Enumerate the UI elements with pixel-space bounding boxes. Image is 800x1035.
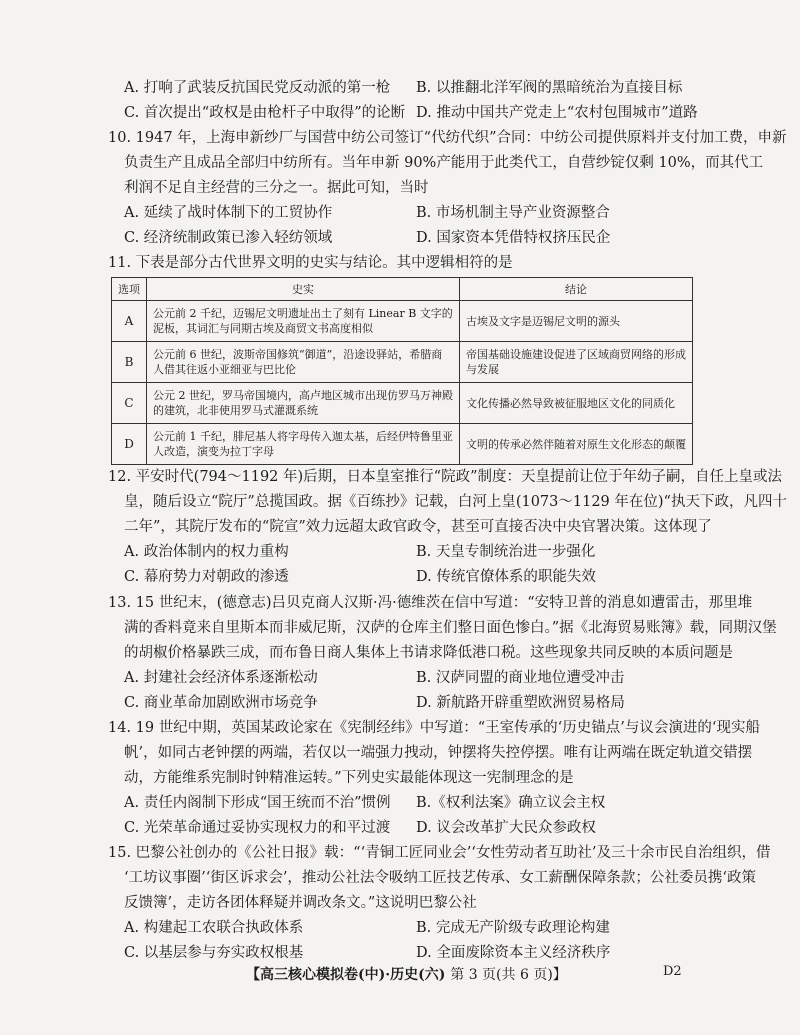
- q12-option-a: A. 政治体制内的权力重构: [124, 544, 289, 560]
- q10-option-b: B. 市场机制主导产业资源整合: [416, 205, 610, 221]
- q15-option-d: D. 全面废除资本主义经济秩序: [416, 945, 611, 961]
- table-row: [112, 342, 693, 383]
- q11-table: [111, 277, 693, 465]
- q10-stem-line-2: 负责生产且成品全部归中纺所有。当年申新 90%产能用于此类代工，自营纱锭仅剩 10%，而其代工: [124, 155, 764, 171]
- footer-page-number: 第 3 页(共 6 页)】: [450, 967, 567, 983]
- row-conclusion: 文化传播必然导致被征服地区文化的同质化: [460, 383, 693, 424]
- table-header-conclusion: 结论: [460, 278, 693, 301]
- q14-stem-line-3: 动，方能维系宪制时钟精准运转。”下列史实最能体现这一宪制理念的是: [124, 770, 574, 786]
- row-fact: 公元前 6 世纪，波斯帝国修筑“御道”，沿途设驿站，希腊商人借其往返小亚细亚与巴比伦: [147, 342, 460, 383]
- q13-option-c: C. 商业革命加剧欧洲市场竞争: [124, 695, 318, 711]
- q12-stem-line-3: 二年”，其院厅发布的“院宣”效力远超太政官政令，甚至可直接否决中央官署决策。这体现了: [124, 519, 712, 535]
- q13-option-d: D. 新航路开辟重塑欧洲贸易格局: [416, 695, 625, 711]
- q9-option-b: B. 以推翻北洋军阀的黑暗统治为直接目标: [416, 80, 683, 96]
- q15-option-a: A. 构建起工农联合执政体系: [124, 920, 304, 936]
- q14-option-b: B.《权利法案》确立议会主权: [416, 795, 606, 811]
- q13-stem-line-2: 满的香料竟来自里斯本而非威尼斯，汉萨的仓库主们整日面色惨白。”据《北海贸易账簿》载，同期汉堡: [124, 620, 777, 636]
- q12-option-c: C. 幕府势力对朝政的渗透: [124, 569, 289, 585]
- table-header-option: 选项: [112, 278, 147, 301]
- q10-option-a: A. 延续了战时体制下的工贸协作: [124, 205, 333, 221]
- q15-stem-line-3: 反馈簿’，走访各团体释疑并调改条文。”这说明巴黎公社: [124, 895, 477, 911]
- q14-option-c: C. 光荣革命通过妥协实现权力的和平过渡: [124, 820, 391, 836]
- q12-stem-line-2: 皇，随后设立“院厅”总揽国政。据《百练抄》记载，白河上皇(1073～1129 年在位)“执天下政，凡四十: [124, 494, 787, 510]
- q15-stem-line-2: ‘工坊议事圈’‘街区诉求会’，推动公社法令吸纳工匠技艺传承、女工薪酬保障条款；公社委员携‘政策: [124, 870, 757, 886]
- table-row: [112, 424, 693, 465]
- row-option: B: [112, 342, 147, 383]
- row-fact: 公元前 1 千纪，腓尼基人将字母传入迦太基，后经伊特鲁里亚人改造，演变为拉丁字母: [147, 424, 460, 465]
- table-row: [112, 383, 693, 424]
- table-header-fact: 史实: [147, 278, 460, 301]
- q9-option-c: C. 首次提出“政权是由枪杆子中取得”的论断: [124, 105, 406, 121]
- q15-stem-line-1: 15. 巴黎公社创办的《公社日报》载：“‘青铜工匠同业会’‘女性劳动者互助社’及三十余市民自治组织，借: [108, 845, 771, 861]
- q10-stem-line-1: 10. 1947 年，上海申新纱厂与国营中纺公司签订“代纺代织”合同：中纺公司提供原料并支付加工费，申新: [108, 130, 787, 146]
- q12-option-d: D. 传统官僚体系的职能失效: [416, 569, 596, 585]
- q13-option-a: A. 封建社会经济体系逐渐松动: [124, 670, 318, 686]
- q15-option-c: C. 以基层参与夯实政权根基: [124, 945, 304, 961]
- q12-option-b: B. 天皇专制统治进一步强化: [416, 544, 596, 560]
- q11-stem: 11. 下表是部分古代世界文明的史实与结论。其中逻辑相符的是: [108, 255, 513, 271]
- q14-option-a: A. 责任内阁制下形成“国王统而不治”惯例: [124, 795, 391, 811]
- table-row: [112, 301, 693, 342]
- row-option: C: [112, 383, 147, 424]
- paper-code: D2: [663, 964, 682, 979]
- row-fact: 公元前 2 千纪，迈锡尼文明遗址出土了刻有 Linear B 文字的泥板，其词汇与同期古埃及商贸文书高度相似: [147, 301, 460, 342]
- q14-option-d: D. 议会改革扩大民众参政权: [416, 820, 596, 836]
- q10-option-c: C. 经济统制政策已渗入轻纺领域: [124, 230, 333, 246]
- q14-stem-line-1: 14. 19 世纪中期，英国某政论家在《宪制经纬》中写道：“王室传承的‘历史锚点’与议会演进的‘现实船: [108, 720, 760, 736]
- q12-stem-line-1: 12. 平安时代(794～1192 年)后期，日本皇室推行“院政”制度：天皇提前让位于年幼子嗣，自任上皇或法: [108, 469, 782, 485]
- row-conclusion: 文明的传承必然伴随着对原生文化形态的颠覆: [460, 424, 693, 465]
- q14-stem-line-2: 帆’，如同古老钟摆的两端，若仅以一端强力拽动，钟摆将失控停摆。唯有让两端在既定轨道交错摆: [124, 745, 753, 761]
- row-conclusion: 帝国基础设施建设促进了区域商贸网络的形成与发展: [460, 342, 693, 383]
- row-option: D: [112, 424, 147, 465]
- row-fact: 公元 2 世纪，罗马帝国境内，高卢地区城市出现仿罗马万神殿的建筑，北非使用罗马式灌溉系统: [147, 383, 460, 424]
- q13-stem-line-1: 13. 15 世纪末，(德意志)吕贝克商人汉斯·冯·德维茨在信中写道：“安特卫普的消息如遭雷击，那里堆: [108, 595, 753, 611]
- page-footer: [246, 964, 567, 984]
- footer-title: 【高三核心模拟卷(中)·历史(六): [246, 967, 446, 983]
- q10-option-d: D. 国家资本凭借特权挤压民企: [416, 230, 611, 246]
- row-option: A: [112, 301, 147, 342]
- q15-option-b: B. 完成无产阶级专政理论构建: [416, 920, 610, 936]
- q13-stem-line-3: 的胡椒价格暴跌三成，而布鲁日商人集体上书请求降低港口税。这些现象共同反映的本质问题是: [124, 645, 733, 661]
- q10-stem-line-3: 利润不足自主经营的三分之一。据此可知，当时: [124, 180, 429, 196]
- q9-option-d: D. 推动中国共产党走上“农村包围城市”道路: [416, 105, 698, 121]
- q9-option-a: A. 打响了武装反抗国民党反动派的第一枪: [124, 80, 391, 96]
- row-conclusion: 古埃及文字是迈锡尼文明的源头: [460, 301, 693, 342]
- q13-option-b: B. 汉萨同盟的商业地位遭受冲击: [416, 670, 625, 686]
